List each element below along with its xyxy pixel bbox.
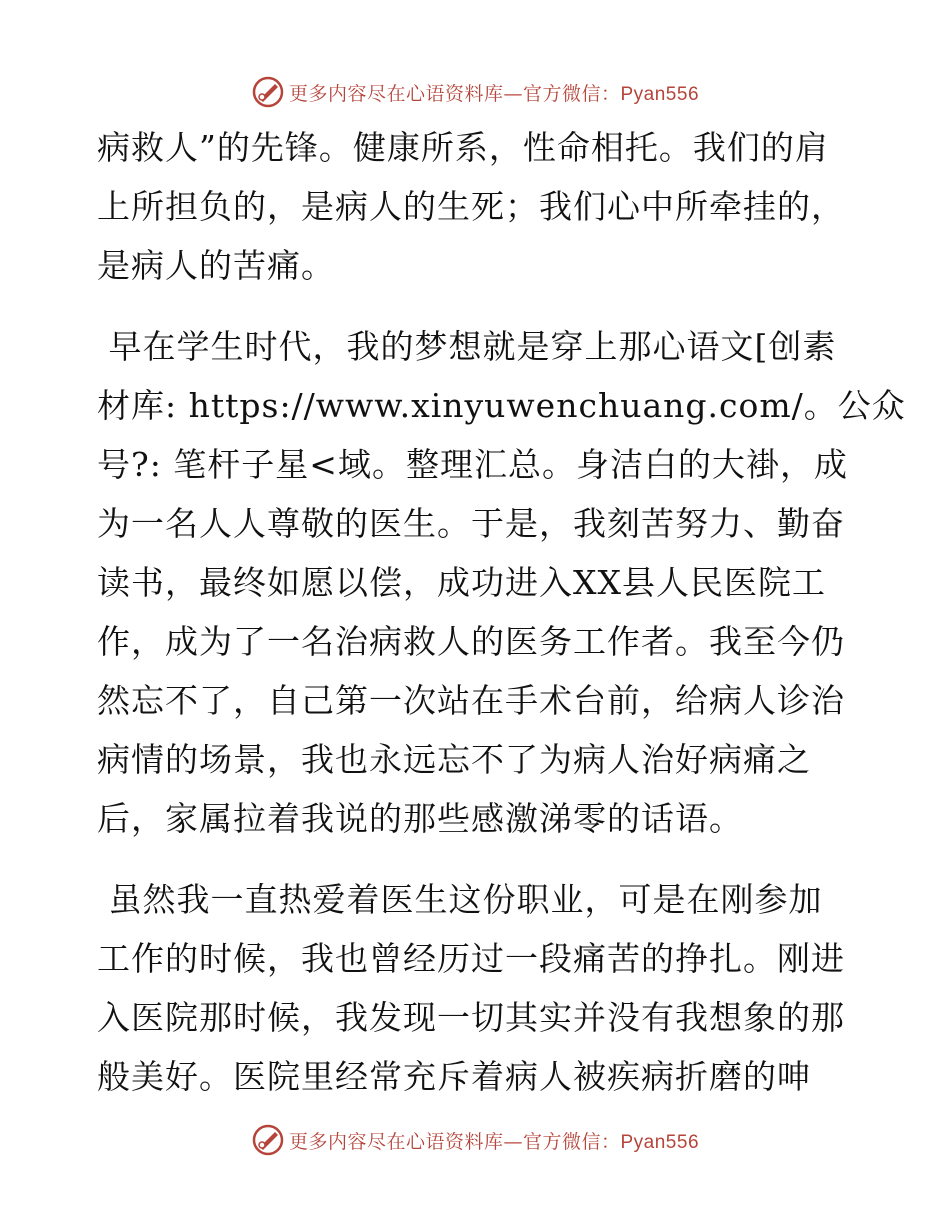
footer-banner-label: 更多内容尽在心语资料库—官方微信： <box>288 1130 621 1153</box>
header-wechat-id: Pyan556 <box>620 83 700 105</box>
text-line: 材库: https://www.xinyuwenchuang.com/。公众 <box>97 386 906 425</box>
text-line: 读书，最终如愿以偿，成功进入XX县人民医院工 <box>97 563 826 602</box>
text-line: 般美好。医院里经常充斥着病人被疾病折磨的呻 <box>97 1057 811 1096</box>
text-line: 工作的时候，我也曾经历过一段痛苦的挣扎。刚进 <box>97 939 845 978</box>
brand-logo-icon <box>251 75 285 109</box>
text-line: 作，成为了一名治病救人的医务工作者。我至今仍 <box>97 622 845 661</box>
header-banner-label: 更多内容尽在心语资料库—官方微信： <box>288 82 621 105</box>
text-line: 早在学生时代，我的梦想就是穿上那心语文[创素 <box>97 327 837 366</box>
text-line: 然忘不了，自己第一次站在手术台前，给病人诊治 <box>97 681 845 720</box>
document-body <box>97 118 906 1106</box>
footer-wechat-id: Pyan556 <box>620 1131 700 1153</box>
paragraph-3 <box>97 870 857 1106</box>
text-line: 为一名人人尊敬的医生。于是，我刻苦努力、勤奋 <box>97 504 845 543</box>
text-line: 后，家属拉着我说的那些感激涕零的话语。 <box>97 799 743 838</box>
text-line: 病救人”的先锋。健康所系，性命相托。我们的肩 <box>97 128 829 167</box>
text-line: 是病人的苦痛。 <box>97 246 335 285</box>
text-line: 入医院那时候，我发现一切其实并没有我想象的那 <box>97 998 845 1037</box>
footer-banner-text <box>289 1127 699 1154</box>
footer-banner <box>0 1120 950 1160</box>
header-banner <box>0 72 950 112</box>
paragraph-2 <box>97 317 906 848</box>
text-line: 病情的场景，我也永远忘不了为病人治好病痛之 <box>97 740 811 779</box>
header-banner-text <box>289 79 699 106</box>
text-line: 上所担负的，是病人的生死；我们心中所牵挂的， <box>97 187 845 226</box>
text-line: 号?: 笔杆子星<域。整理汇总。身洁白的大褂，成 <box>97 445 848 484</box>
brand-logo-icon <box>251 1123 285 1157</box>
paragraph-1 <box>97 118 857 295</box>
text-line: 虽然我一直热爱着医生这份职业，可是在刚参加 <box>97 880 823 919</box>
